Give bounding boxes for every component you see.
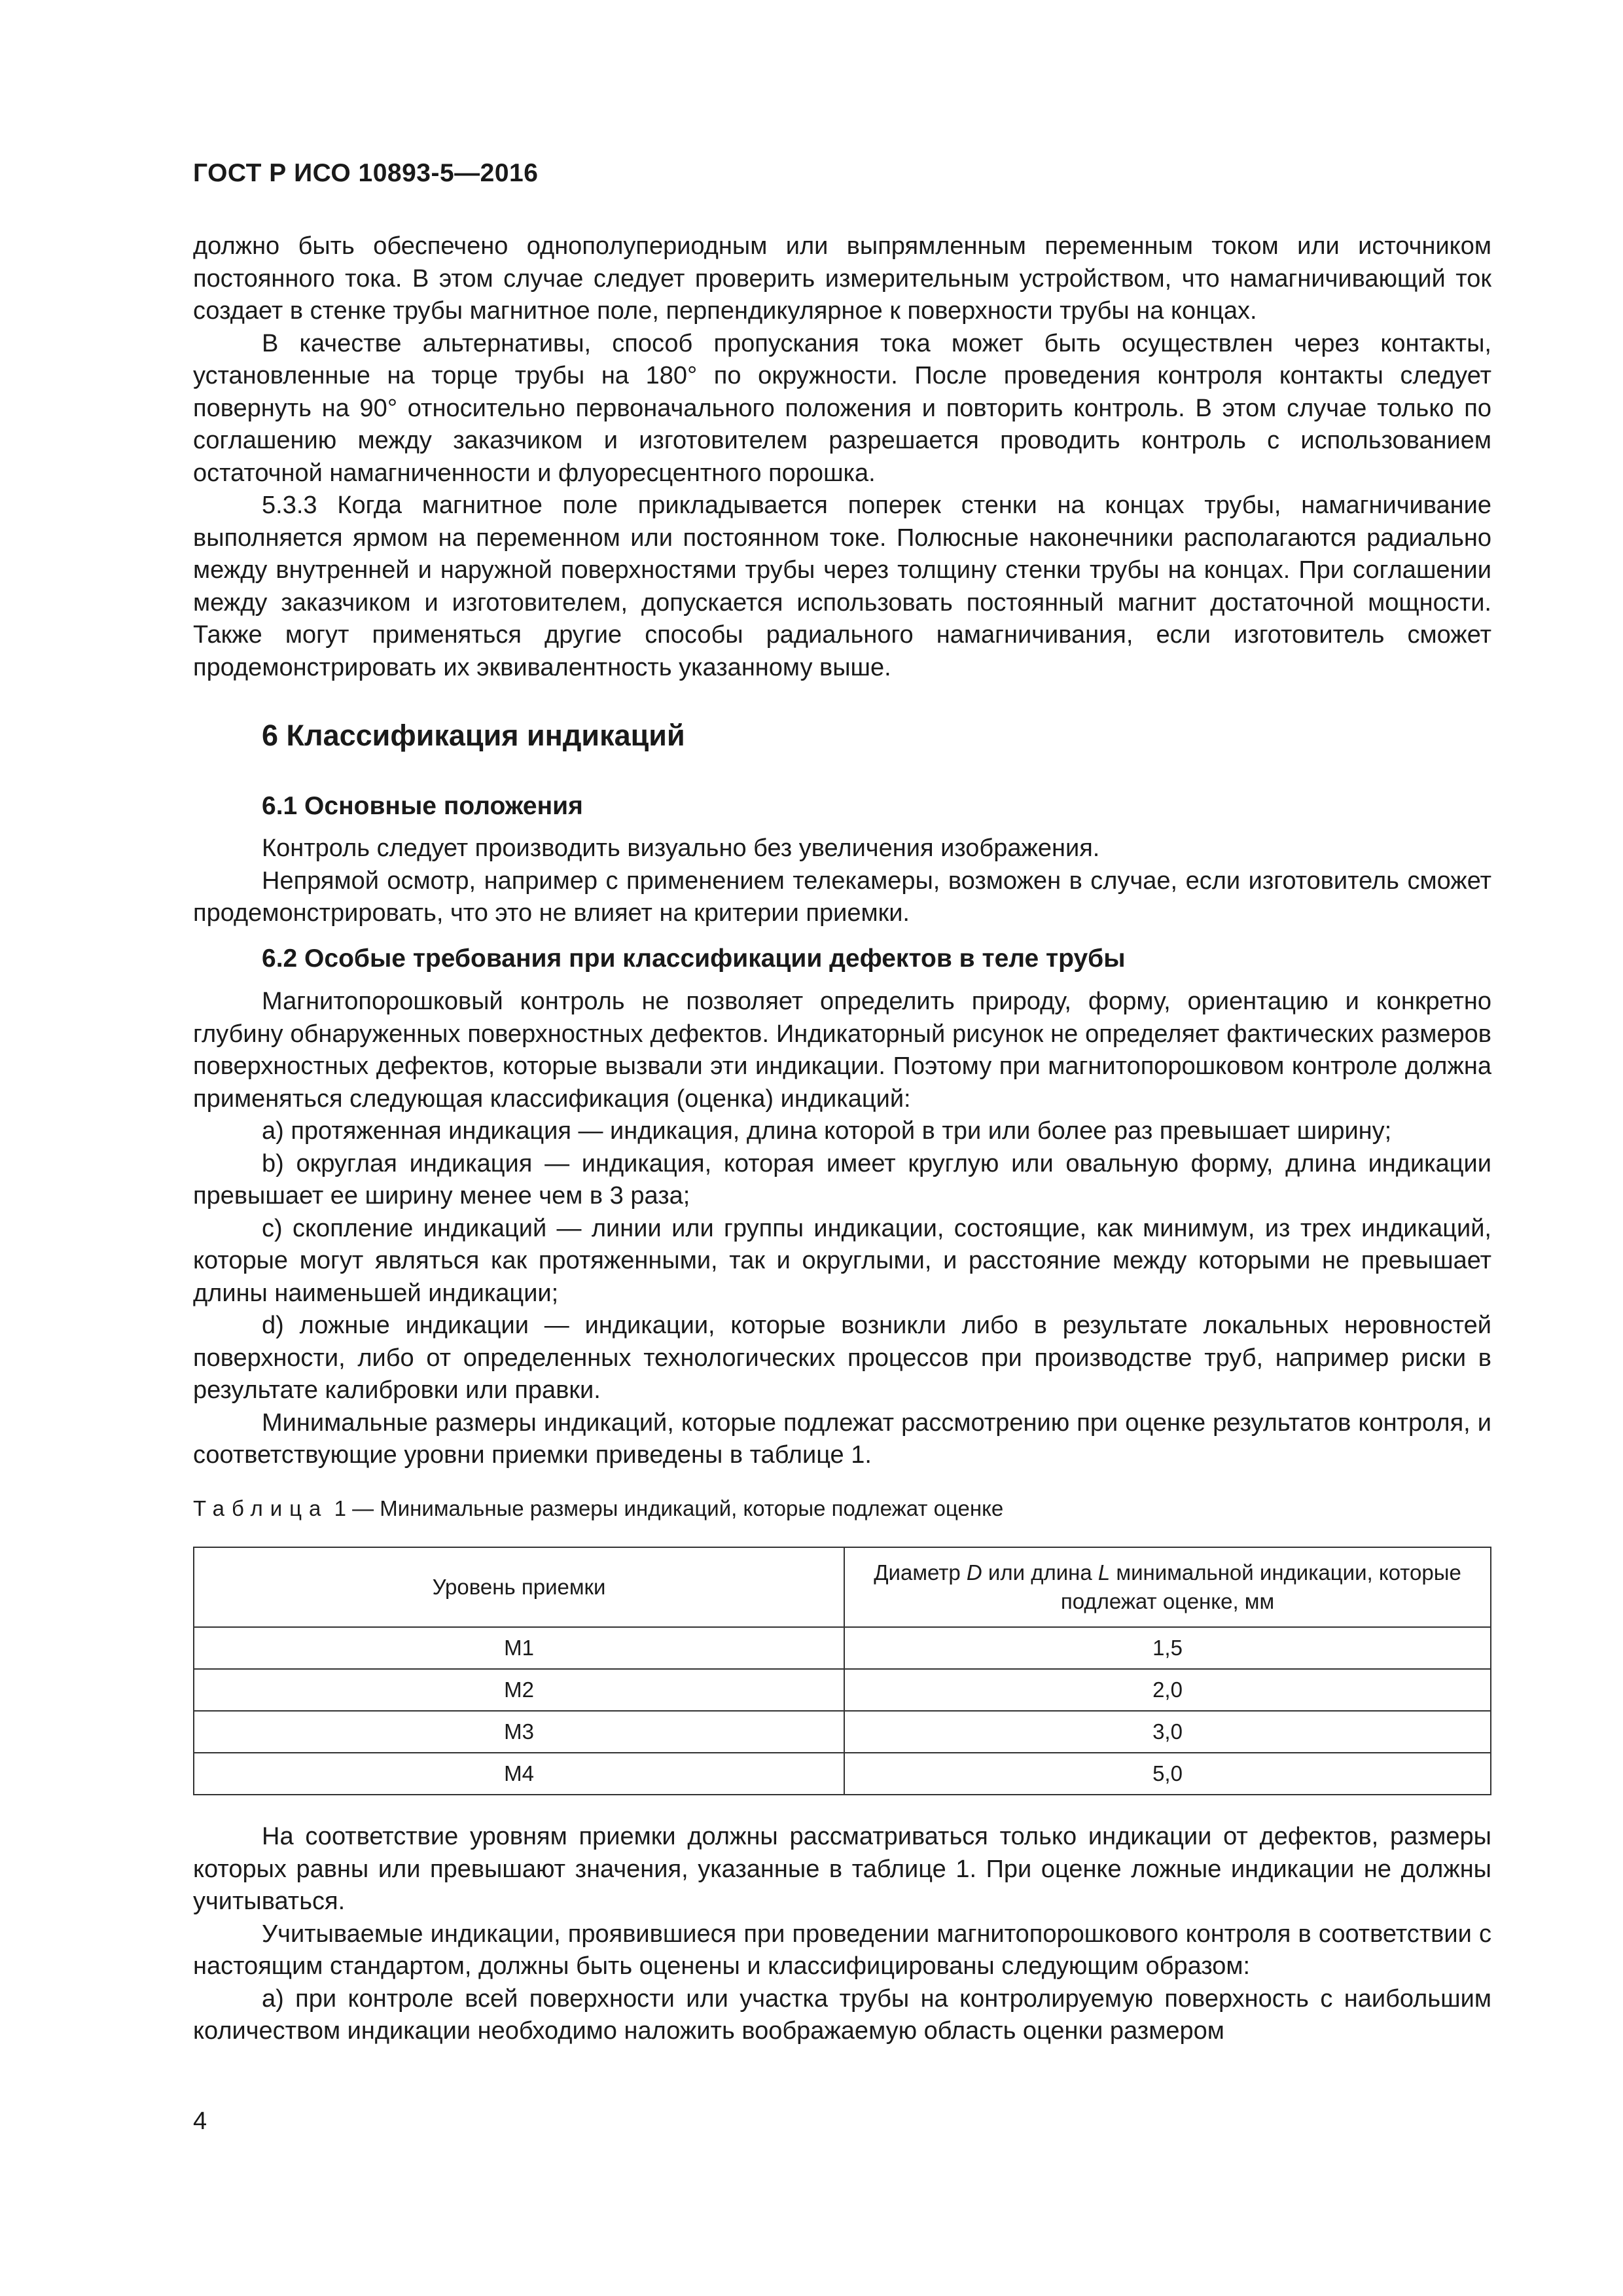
page-number: 4 bbox=[193, 2108, 207, 2135]
table-row bbox=[194, 1753, 1491, 1795]
standard-header: ГОСТ Р ИСО 10893-5—2016 bbox=[193, 159, 539, 187]
table-row bbox=[194, 1711, 1491, 1753]
cell-level: M2 bbox=[194, 1669, 844, 1711]
column-header-level: Уровень приемки bbox=[194, 1547, 844, 1627]
table-caption-word: Таблица bbox=[193, 1496, 329, 1520]
paragraph: Непрямой осмотр, например с применением телекамеры, возможен в случае, если изготовитель сможет продемонстрировать, что это не влияет на критерии приемки. bbox=[193, 867, 1491, 927]
paragraph: Минимальные размеры индикаций, которые подлежат рассмотрению при оценке результатов контроля, и соответствующие уровни приемки приведены в таблице 1. bbox=[193, 1408, 1491, 1469]
cell-level: M4 bbox=[194, 1753, 844, 1795]
list-item: a) при контроле всей поверхности или участка трубы на контролируемую поверхность с наибольшим количеством индикации необходимо наложить воображаемую область оценки размером bbox=[193, 1984, 1491, 2045]
subsection-heading: 6.2 Особые требования при классификации дефектов в теле трубы bbox=[262, 944, 1126, 973]
paragraph: На соответствие уровням приемки должны рассматриваться только индикации от дефектов, размеры которых равны или превышают значения, указанные в таблице 1. При оценке ложные индикации не должны учитываться. bbox=[193, 1823, 1491, 1915]
paragraph: Контроль следует производить визуально без увеличения изображения. bbox=[262, 834, 1100, 862]
list-item: d) ложные индикации — индикации, которые возникли либо в результате локальных неровностей поверхности, либо от определенных технологических процессов при производстве труб, например риски в результате калибровки или правки. bbox=[193, 1312, 1491, 1404]
section-heading: 6 Классификация индикаций bbox=[262, 719, 685, 752]
subsection-heading: 6.1 Основные положения bbox=[262, 792, 583, 820]
table-header-row bbox=[194, 1547, 1491, 1627]
acceptance-table bbox=[193, 1547, 1491, 1795]
text-block-4 bbox=[193, 1821, 1491, 2048]
cell-level: M1 bbox=[194, 1627, 844, 1669]
table-caption-text: 1 — Минимальные размеры индикаций, которые подлежат оценке bbox=[334, 1496, 1004, 1520]
table-caption bbox=[193, 1496, 1003, 1521]
paragraph: В качестве альтернативы, способ пропускания тока может быть осуществлен через контакты, установленные на торце трубы на 180° по окружности. После проведения контроля контакты следует повернуть на 90° относительно первоначального положения и повторить контроль. В этом случае только по соглашению между заказчиком и изготовителем разрешается проводить контроль с использованием остаточной намагниченности и флуоресцентного порошка. bbox=[193, 329, 1491, 487]
list-item: a) протяженная индикация — индикация, длина которой в три или более раз превышает ширину; bbox=[262, 1117, 1392, 1145]
cell-size: 5,0 bbox=[844, 1753, 1491, 1795]
text-block-2 bbox=[193, 833, 1491, 930]
list-item: c) скопление индикаций — линии или группы индикации, состоящие, как минимум, из трех индикаций, которые могут являться как протяженными, так и округлыми, и расстояние между которыми не превышает длины наименьшей индикации; bbox=[193, 1214, 1491, 1307]
paragraph: Магнитопорошковый контроль не позволяет определить природу, форму, ориентацию и конкретно глубину обнаруженных поверхностных дефектов. Индикаторный рисунок не определяет фактических размеров поверхностных дефектов, которые вызвали эти индикации. Поэтому при магнитопорошковом контроле должна применяться следующая классификация (оценка) индикаций: bbox=[193, 988, 1491, 1113]
paragraph: должно быть обеспечено однополупериодным или выпрямленным переменным током или источником постоянного тока. В этом случае следует проверить измерительным устройством, что намагничивающий ток создает в стенке трубы магнитное поле, перпендикулярное к поверхности трубы на концах. bbox=[193, 232, 1491, 325]
cell-size: 2,0 bbox=[844, 1669, 1491, 1711]
text-block-1 bbox=[193, 230, 1491, 684]
table-row bbox=[194, 1669, 1491, 1711]
list-item: b) округлая индикация — индикация, которая имеет круглую или овальную форму, длина индикации превышает ее ширину менее чем в 3 раза; bbox=[193, 1149, 1491, 1210]
cell-size: 1,5 bbox=[844, 1627, 1491, 1669]
column-header-size: Диаметр D или длина L минимальной индикации, которые подлежат оценке, мм bbox=[844, 1547, 1491, 1627]
paragraph: Учитываемые индикации, проявившиеся при проведении магнитопорошкового контроля в соответствии с настоящим стандартом, должны быть оценены и классифицированы следующим образом: bbox=[193, 1920, 1491, 1980]
table-row bbox=[194, 1627, 1491, 1669]
paragraph: 5.3.3 Когда магнитное поле прикладывается поперек стенки на концах трубы, намагничивание выполняется ярмом на переменном или постоянном токе. Полюсные наконечники располагаются радиально между внутренней и наружной поверхностями трубы через толщину стенки трубы на концах. При соглашении между заказчиком и изготовителем, допускается использовать постоянный магнит достаточной мощности. Также могут применяться другие способы радиального намагничивания, если изготовитель сможет продемонстрировать их эквивалентность указанному выше. bbox=[193, 492, 1491, 681]
cell-size: 3,0 bbox=[844, 1711, 1491, 1753]
text-block-3 bbox=[193, 986, 1491, 1472]
cell-level: M3 bbox=[194, 1711, 844, 1753]
